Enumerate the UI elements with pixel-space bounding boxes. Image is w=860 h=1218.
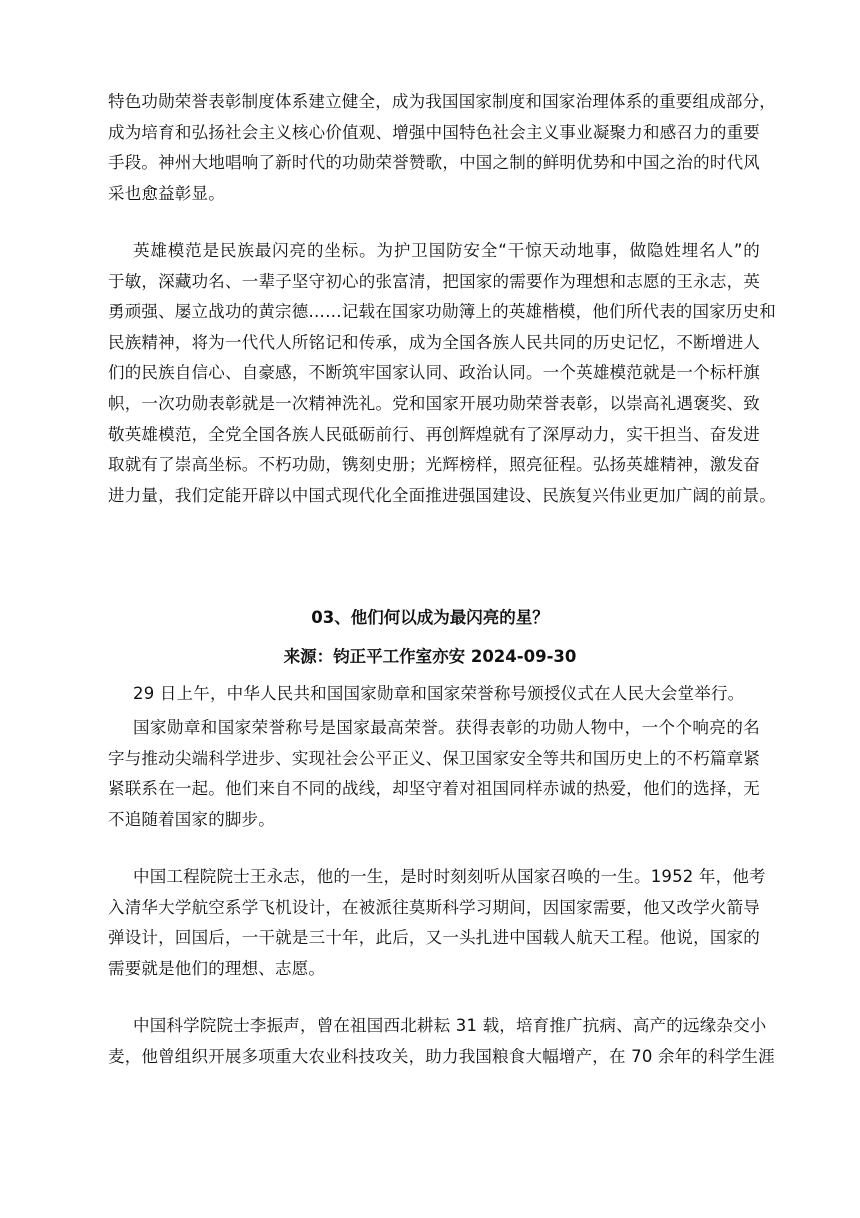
text-line: 麦，他曾组织开展多项重大农业科技攻关，助力我国粮食大幅增产，在 70 余年的科学生涯 [108,1046,775,1066]
text-line: 们的民族自信心、自豪感，不断筑牢国家认同、政治认同。一个英雄模范就是一个标杆旗 [108,363,760,383]
text-line: 取就有了崇高坐标。不朽功勋，镌刻史册；光辉榜样，照亮征程。弘扬英雄精神，激发奋 [108,455,760,475]
text-line: 入清华大学航空系学飞机设计，在被派往莫斯科学习期间，因国家需要，他又改学火箭导 [108,897,760,917]
text-line: 英雄模范是民族最闪亮的坐标。为护卫国防安全“干惊天动地事，做隐姓埋名人”的 [133,241,760,260]
text-line: 紧联系在一起。他们来自不同的战线，却坚守着对祖国同样赤诚的热爱，他们的选择，无 [108,779,760,799]
text-line: 进力量，我们定能开辟以中国式现代化全面推进强国建设、民族复兴伟业更加广阔的前景。 [108,485,776,505]
text-line: 弹设计，回国后，一干就是三十年，此后，又一头扎进中国载人航天工程。他说，国家的 [108,928,760,948]
paragraph-heroes [108,236,776,511]
text-line: 民族精神，将为一代代人所铭记和传承，成为全国各族人民共同的历史记忆，不断增进人 [108,332,760,352]
article-title: 03、他们何以成为最闪亮的星？ [311,608,549,627]
text-line: 敬英雄模范，全党全国各族人民砥砺前行、再创辉煌就有了深厚动力，实干担当、奋发进 [108,424,760,444]
text-line: 于敏，深藏功名、一辈子坚守初心的张富清，把国家的需要作为理想和志愿的王永志，英 [108,271,760,291]
text-line: 成为培育和弘扬社会主义核心价值观、增强中国特色社会主义事业凝聚力和感召力的重要 [108,122,760,142]
text-line: 中国工程院院士王永志，他的一生，是时时刻刻听从国家召唤的一生。1952 年，他考 [133,867,766,886]
paragraph-ceremony [108,679,760,710]
text-line: 29 日上午，中华人民共和国国家勋章和国家荣誉称号颁授仪式在人民大会堂举行。 [133,684,745,703]
text-line: 不追随着国家的脚步。 [108,809,275,829]
text-line: 中国科学院院士李振声，曾在祖国西北耕耘 31 载，培育推广抗病、高产的远缘杂交小 [133,1016,767,1035]
paragraph-highest-honor [108,713,760,835]
text-line: 手段。神州大地唱响了新时代的功勋荣誉赞歌，中国之制的鲜明优势和中国之治的时代风 [108,153,760,173]
text-line: 需要就是他们的理想、志愿。 [108,958,326,978]
text-line: 国家勋章和国家荣誉称号是国家最高荣誉。获得表彰的功勋人物中，一个个响亮的名 [133,718,760,737]
paragraph-honor-system [108,87,776,209]
text-line: 采也愈益彰显。 [108,183,225,203]
text-line: 帜，一次功勋表彰就是一次精神洗礼。党和国家开展功勋荣誉表彰，以崇高礼遇褒奖、致 [108,393,760,413]
paragraph-wang-yongzhi [108,862,766,984]
text-line: 字与推动尖端科学进步、实现社会公平正义、保卫国家安全等共和国历史上的不朽篇章紧 [108,748,760,768]
article-source: 来源：钧正平工作室亦安 2024-09-30 [283,647,577,666]
text-line: 勇顽强、屡立战功的黄宗德……记载在国家功勋簿上的英雄楷模，他们所代表的国家历史和 [108,302,776,322]
text-line: 特色功勋荣誉表彰制度体系建立健全，成为我国国家制度和国家治理体系的重要组成部分， [108,92,776,111]
paragraph-li-zhensheng [108,1011,775,1072]
